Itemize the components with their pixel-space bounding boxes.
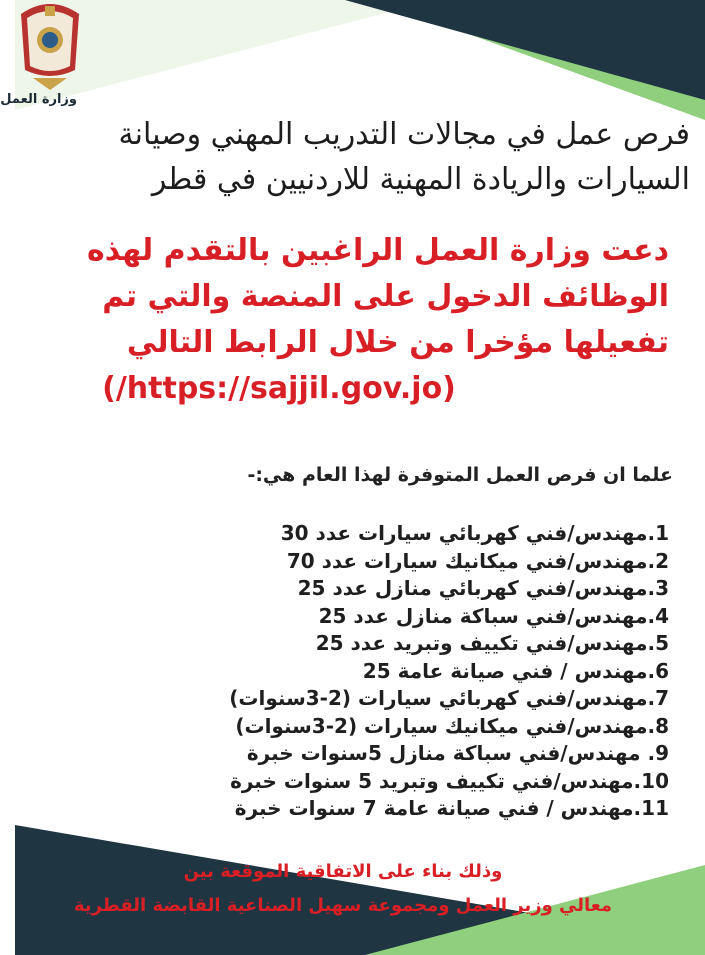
job-item: 10.مهندس/فني تكييف وتبريد 5 سنوات خبرة <box>230 768 669 793</box>
ministry-label: وزارة العمل <box>0 92 77 107</box>
jobs-intro-note: علما ان فرص العمل المتوفرة لهذا العام هي:- <box>247 464 673 486</box>
top-right-navy-decor <box>0 0 705 110</box>
registration-link[interactable]: (/https://sajjil.gov.jo) <box>102 371 456 406</box>
headline-line-1: فرص عمل في مجالات التدريب المهني وصيانة <box>118 117 690 152</box>
coat-of-arms-icon <box>15 0 85 92</box>
job-item: 4.مهندس/فني سباكة منازل عدد 25 <box>318 603 669 628</box>
job-item: 9. مهندس/فني سباكة منازل 5سنوات خبرة <box>246 741 669 765</box>
footer-line-1: وذلك بناء على الاتفاقية الموقعة بين <box>183 861 503 882</box>
job-item: 3.مهندس/فني كهربائي منازل عدد 25 <box>297 576 669 600</box>
jobs-list <box>49 520 669 823</box>
job-item: 8.مهندس/فني ميكانيك سيارات (2-3سنوات) <box>235 713 669 738</box>
headline <box>90 112 690 202</box>
job-item: 6.مهندس / فني صيانة عامة 25 <box>362 658 669 683</box>
agreement-footer <box>23 855 663 923</box>
job-item: 1.مهندس/فني كهربائي سيارات عدد 30 <box>280 521 669 545</box>
announcement <box>29 228 669 412</box>
job-item: 7.مهندس/فني كهربائي سيارات (2-3سنوات) <box>229 686 669 710</box>
headline-line-2: السيارات والريادة المهنية للاردنيين في قطر <box>151 162 690 197</box>
job-item: 5.مهندس/فني تكييف وتبريد عدد 25 <box>315 631 669 655</box>
announcement-line-3: تفعيلها مؤخرا من خلال الرابط التالي <box>126 325 669 360</box>
announcement-line-1: دعت وزارة العمل الراغبين بالتقدم لهذه <box>87 233 669 268</box>
announcement-line-2: الوظائف الدخول على المنصة والتي تم <box>102 279 669 314</box>
job-item: 11.مهندس / فني صيانة عامة 7 سنوات خبرة <box>234 796 669 820</box>
job-item: 2.مهندس/فني ميكانيك سيارات عدد 70 <box>286 548 669 573</box>
footer-line-2: معالي وزير العمل ومجموعة سهيل الصناعية القابضة القطرية <box>73 895 613 916</box>
